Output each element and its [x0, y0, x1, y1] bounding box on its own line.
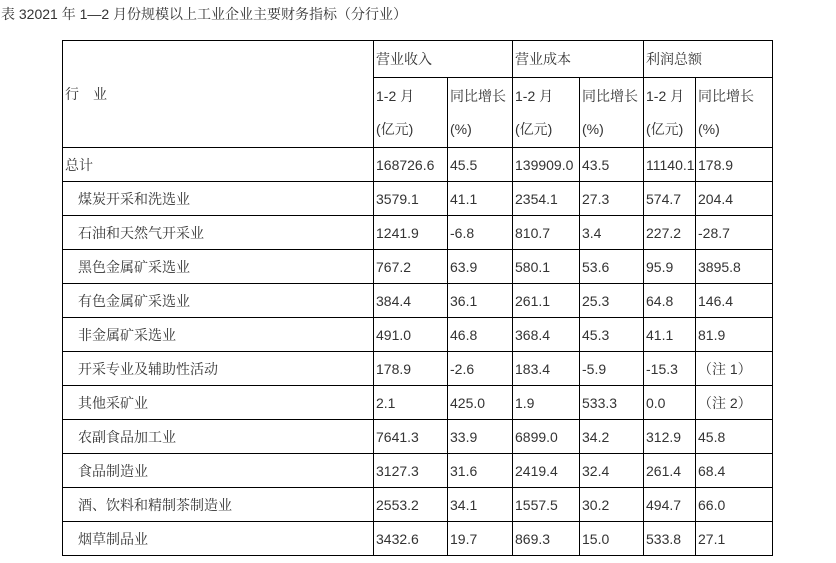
value-cell: 6899.0: [513, 420, 580, 454]
value-cell: 34.1: [448, 488, 513, 522]
value-cell: 34.2: [580, 420, 644, 454]
value-cell: 30.2: [580, 488, 644, 522]
period-label: 1-2 月: [376, 87, 415, 104]
industry-cell: 黑色金属矿采选业: [63, 250, 374, 284]
value-cell: 3.4: [580, 216, 644, 250]
value-cell: （注 1）: [696, 352, 773, 386]
industry-cell: 石油和天然气开采业: [63, 216, 374, 250]
industry-cell: 其他采矿业: [63, 386, 374, 420]
value-cell: 45.5: [448, 148, 513, 182]
value-cell: 491.0: [374, 318, 448, 352]
profit-growth-header: [696, 78, 773, 148]
value-cell: 3127.3: [374, 454, 448, 488]
industry-cell: 酒、饮料和精制茶制造业: [63, 488, 374, 522]
value-cell: 384.4: [374, 284, 448, 318]
value-cell: 574.7: [644, 182, 696, 216]
group-header-revenue: 营业收入: [374, 41, 513, 78]
unit-label: (%): [450, 120, 472, 137]
growth-label: 同比增长: [698, 87, 754, 104]
value-cell: 2419.4: [513, 454, 580, 488]
value-cell: 95.9: [644, 250, 696, 284]
value-cell: 11140.1: [644, 148, 696, 182]
value-cell: 41.1: [644, 318, 696, 352]
value-cell: 168726.6: [374, 148, 448, 182]
value-cell: 869.3: [513, 522, 580, 556]
value-cell: 63.9: [448, 250, 513, 284]
value-cell: 810.7: [513, 216, 580, 250]
value-cell: 66.0: [696, 488, 773, 522]
table-row: [63, 420, 773, 454]
value-cell: 41.1: [448, 182, 513, 216]
industry-cell: 烟草制品业: [63, 522, 374, 556]
value-cell: -2.6: [448, 352, 513, 386]
industry-column-header: 行 业: [63, 41, 374, 148]
value-cell: 580.1: [513, 250, 580, 284]
industry-cell: 总计: [63, 148, 374, 182]
value-cell: -15.3: [644, 352, 696, 386]
value-cell: 46.8: [448, 318, 513, 352]
table-row: [63, 318, 773, 352]
unit-label: (亿元): [376, 120, 414, 137]
value-cell: 27.1: [696, 522, 773, 556]
value-cell: 425.0: [448, 386, 513, 420]
table-row: [63, 522, 773, 556]
value-cell: 2.1: [374, 386, 448, 420]
value-cell: 1241.9: [374, 216, 448, 250]
industry-cell: 非金属矿采选业: [63, 318, 374, 352]
financial-indicators-table: [62, 40, 773, 556]
industry-cell: 煤炭开采和洗选业: [63, 182, 374, 216]
value-cell: 3895.8: [696, 250, 773, 284]
table-row: [63, 454, 773, 488]
value-cell: 45.8: [696, 420, 773, 454]
value-cell: （注 2）: [696, 386, 773, 420]
value-cell: 261.1: [513, 284, 580, 318]
value-cell: 33.9: [448, 420, 513, 454]
value-cell: -28.7: [696, 216, 773, 250]
period-label: 1-2 月: [515, 87, 554, 104]
unit-label: (%): [582, 120, 604, 137]
value-cell: 178.9: [696, 148, 773, 182]
value-cell: 32.4: [580, 454, 644, 488]
group-header-profit: 利润总额: [644, 41, 773, 78]
value-cell: 31.6: [448, 454, 513, 488]
industry-cell: 食品制造业: [63, 454, 374, 488]
value-cell: 64.8: [644, 284, 696, 318]
table-row: [63, 284, 773, 318]
table-row: [63, 488, 773, 522]
value-cell: 139909.0: [513, 148, 580, 182]
value-cell: 1557.5: [513, 488, 580, 522]
value-cell: 7641.3: [374, 420, 448, 454]
value-cell: 27.3: [580, 182, 644, 216]
unit-label: (%): [698, 120, 720, 137]
value-cell: -6.8: [448, 216, 513, 250]
value-cell: 204.4: [696, 182, 773, 216]
value-cell: 81.9: [696, 318, 773, 352]
profit-amount-header: [644, 78, 696, 148]
value-cell: 43.5: [580, 148, 644, 182]
value-cell: 0.0: [644, 386, 696, 420]
value-cell: 45.3: [580, 318, 644, 352]
value-cell: 1.9: [513, 386, 580, 420]
value-cell: 53.6: [580, 250, 644, 284]
value-cell: 3579.1: [374, 182, 448, 216]
value-cell: 183.4: [513, 352, 580, 386]
revenue-growth-header: [448, 78, 513, 148]
table-row: [63, 386, 773, 420]
cost-amount-header: [513, 78, 580, 148]
value-cell: 178.9: [374, 352, 448, 386]
revenue-amount-header: [374, 78, 448, 148]
value-cell: 25.3: [580, 284, 644, 318]
growth-label: 同比增长: [582, 87, 638, 104]
table-row: [63, 216, 773, 250]
page-title: 表 32021 年 1—2 月份规模以上工业企业主要财务指标（分行业）: [1, 6, 408, 22]
unit-label: (亿元): [515, 120, 553, 137]
value-cell: 533.8: [644, 522, 696, 556]
value-cell: 2354.1: [513, 182, 580, 216]
industry-cell: 有色金属矿采选业: [63, 284, 374, 318]
table-row: [63, 352, 773, 386]
table-row-total: [63, 148, 773, 182]
unit-label: (亿元): [646, 120, 684, 137]
cost-growth-header: [580, 78, 644, 148]
value-cell: 494.7: [644, 488, 696, 522]
header-group-row: [63, 41, 773, 78]
value-cell: 312.9: [644, 420, 696, 454]
value-cell: 68.4: [696, 454, 773, 488]
value-cell: 2553.2: [374, 488, 448, 522]
value-cell: 261.4: [644, 454, 696, 488]
industry-cell: 开采专业及辅助性活动: [63, 352, 374, 386]
table-row: [63, 182, 773, 216]
value-cell: -5.9: [580, 352, 644, 386]
value-cell: 533.3: [580, 386, 644, 420]
group-header-cost: 营业成本: [513, 41, 644, 78]
period-label: 1-2 月: [646, 87, 685, 104]
value-cell: 146.4: [696, 284, 773, 318]
value-cell: 227.2: [644, 216, 696, 250]
growth-label: 同比增长: [450, 87, 506, 104]
value-cell: 3432.6: [374, 522, 448, 556]
value-cell: 19.7: [448, 522, 513, 556]
value-cell: 767.2: [374, 250, 448, 284]
value-cell: 368.4: [513, 318, 580, 352]
table-row: [63, 250, 773, 284]
industry-cell: 农副食品加工业: [63, 420, 374, 454]
value-cell: 15.0: [580, 522, 644, 556]
value-cell: 36.1: [448, 284, 513, 318]
